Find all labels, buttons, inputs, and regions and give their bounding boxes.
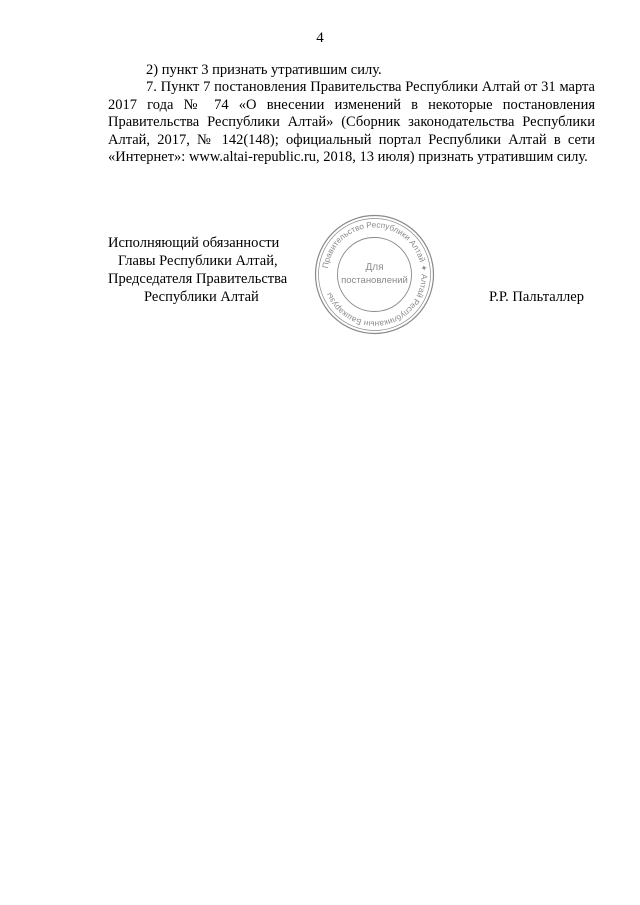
signature-title-block <box>108 234 308 306</box>
signature-title-line: Исполняющий обязанности <box>108 235 280 251</box>
seal-center-line-1: Для <box>365 262 384 273</box>
signature-title-line: Председателя Правительства <box>108 271 288 287</box>
document-body <box>108 62 595 166</box>
paragraph-item-2: 2) пункт 3 признать утратившим силу. <box>146 62 382 78</box>
signer-name: Р.Р. Пальталлер <box>489 289 584 305</box>
seal-center-line-2: постановлений <box>341 275 408 286</box>
signature-title-line: Республики Алтай <box>144 289 259 305</box>
seal-ring-text: Правительство Республики Алтай ✦ Алтай Республиканын Башкарузы <box>320 220 429 329</box>
page-number: 4 <box>316 30 324 46</box>
official-seal <box>313 213 436 336</box>
paragraph-item-7: 7. Пункт 7 постановления Правительства Республики Алтай от 31 марта 2017 года № 74 «О внесении изменений в некоторые постановления Правительства Республики Алтай» (Сборник законодательства Республики Алтай, 2017, № 142(148); официальный портал Республики Алтай в сети «Интернет»: www.altai-republic.ru, 2018, 13 июля) признать утратившим силу. <box>108 79 595 166</box>
signature-title-line: Главы Республики Алтай, <box>118 253 278 269</box>
seal-graphic <box>313 213 436 336</box>
